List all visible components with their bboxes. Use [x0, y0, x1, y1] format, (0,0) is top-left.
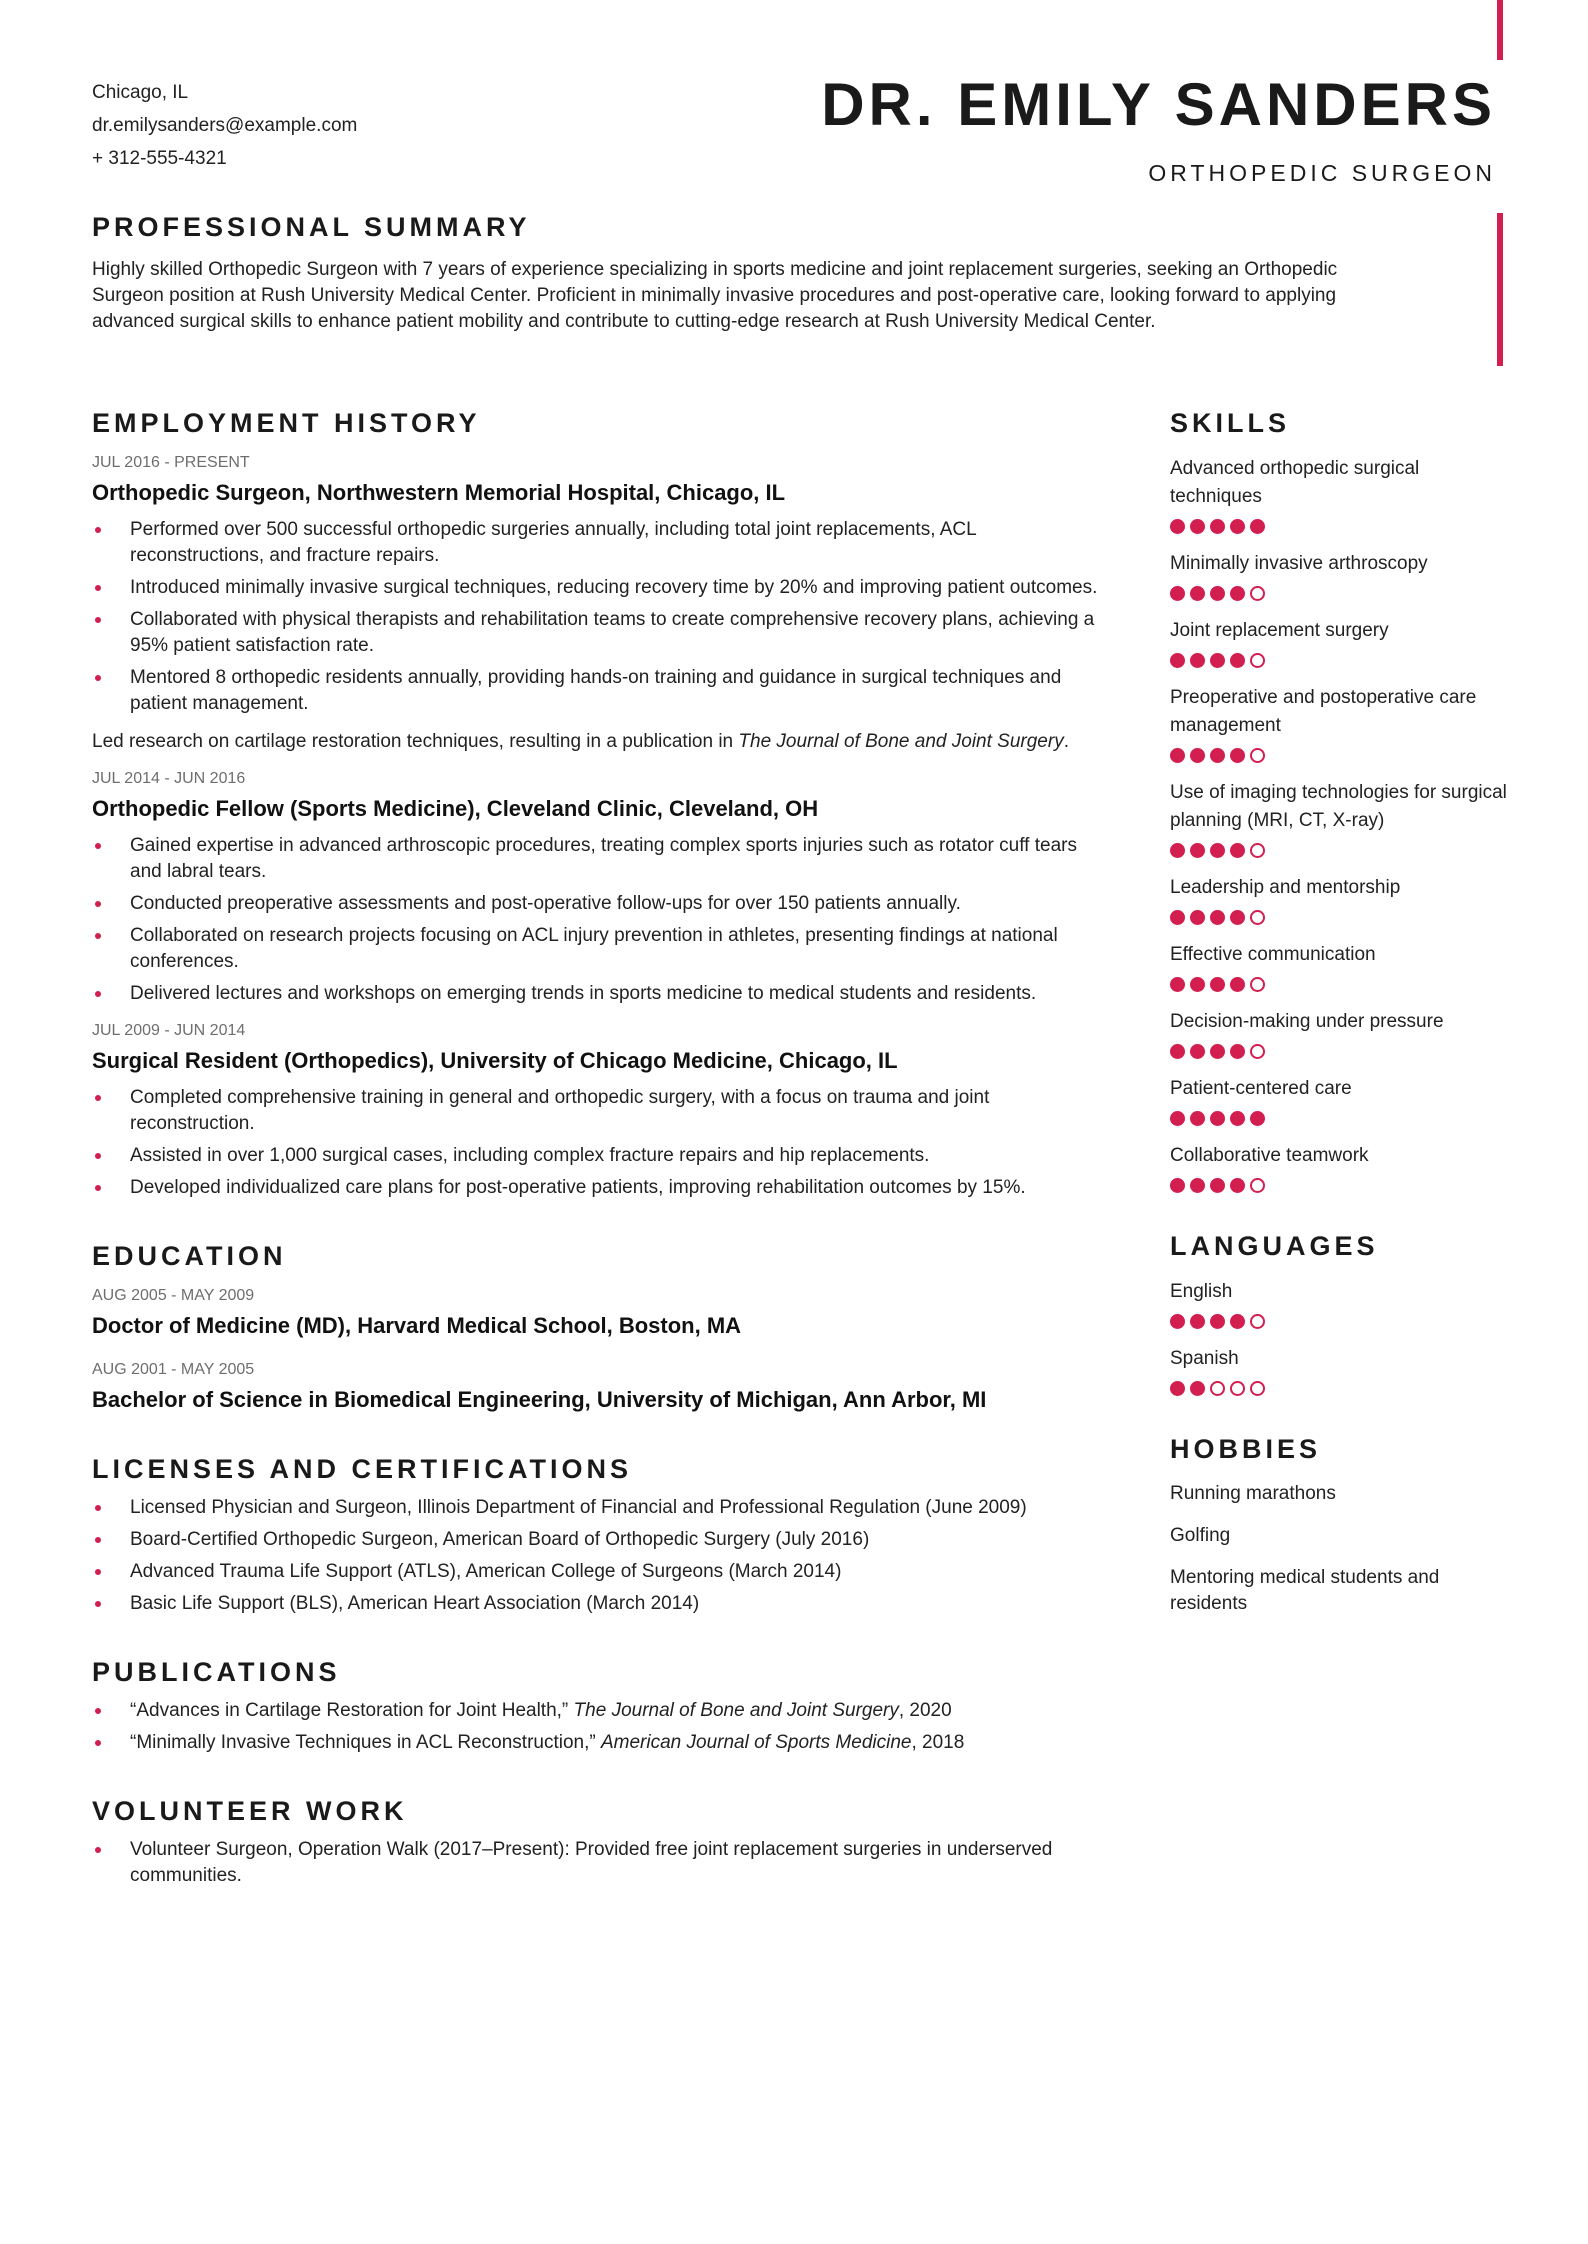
accent-bar-middle: [1497, 213, 1503, 366]
hobby-item: Mentoring medical students and residents: [1170, 1567, 1440, 1614]
rating-dot-filled: [1190, 653, 1205, 668]
rating-dot-empty: [1250, 843, 1265, 858]
rating-dot-filled: [1190, 977, 1205, 992]
rating-dot-empty: [1250, 1044, 1265, 1059]
rating-dot-filled: [1190, 748, 1205, 763]
main-column: [92, 408, 1112, 1929]
education-list: [92, 1286, 1112, 1414]
rating-dot-filled: [1190, 519, 1205, 534]
education-entry: [92, 1360, 1112, 1414]
rating-dot-filled: [1170, 519, 1185, 534]
skill-name: Leadership and mentorship: [1170, 877, 1401, 898]
skill-item: [1170, 617, 1510, 668]
rating-dot-filled: [1170, 1178, 1185, 1193]
rating-dot-filled: [1230, 1178, 1245, 1193]
rating-dot-filled: [1170, 977, 1185, 992]
job-bullet: Developed individualized care plans for post-operative patients, improving rehabilitation outcomes by 15%.: [92, 1175, 1112, 1201]
job-date: JUL 2016 - PRESENT: [92, 454, 250, 471]
rating-dot-filled: [1210, 910, 1225, 925]
rating-dot-filled: [1230, 1044, 1245, 1059]
job-bullets: [92, 517, 1112, 717]
rating-dot-filled: [1210, 1178, 1225, 1193]
rating-dots: [1170, 653, 1510, 668]
job-entry: [92, 453, 1112, 755]
rating-dot-filled: [1250, 519, 1265, 534]
rating-dot-filled: [1210, 1044, 1225, 1059]
job-entry: [92, 1021, 1112, 1201]
skill-item: [1170, 1142, 1510, 1193]
language-item: [1170, 1278, 1510, 1329]
rating-dot-filled: [1210, 1111, 1225, 1126]
rating-dot-filled: [1170, 586, 1185, 601]
skill-name: Collaborative teamwork: [1170, 1145, 1369, 1166]
education-title: Doctor of Medicine (MD), Harvard Medical School, Boston, MA: [92, 1313, 742, 1338]
summary-heading: PROFESSIONAL SUMMARY: [92, 212, 531, 242]
rating-dots: [1170, 1381, 1510, 1396]
rating-dot-empty: [1210, 1381, 1225, 1396]
employment-heading: EMPLOYMENT HISTORY: [92, 408, 481, 438]
rating-dots: [1170, 977, 1510, 992]
summary-section: [92, 212, 1412, 335]
job-note: [92, 729, 1112, 755]
job-bullet: Collaborated on research projects focusing on ACL injury prevention in athletes, presenting findings at national conferences.: [92, 923, 1112, 975]
location: Chicago, IL: [92, 82, 189, 103]
rating-dot-filled: [1190, 1314, 1205, 1329]
license-item: Basic Life Support (BLS), American Heart Association (March 2014): [92, 1591, 1112, 1617]
job-bullet: Mentored 8 orthopedic residents annually, providing hands-on training and guidance in surgical techniques and patient management.: [92, 665, 1112, 717]
rating-dot-empty: [1250, 977, 1265, 992]
hobbies-heading: HOBBIES: [1170, 1434, 1322, 1464]
rating-dot-filled: [1230, 977, 1245, 992]
licenses-heading: LICENSES AND CERTIFICATIONS: [92, 1454, 633, 1484]
job-bullet: Performed over 500 successful orthopedic surgeries annually, including total joint replacements, ACL reconstructions, and fracture repairs.: [92, 517, 1112, 569]
language-name: English: [1170, 1281, 1233, 1302]
license-item: Board-Certified Orthopedic Surgeon, American Board of Orthopedic Surgery (July 2016): [92, 1527, 1112, 1553]
education-date: AUG 2001 - MAY 2005: [92, 1361, 255, 1378]
publications-list: [92, 1698, 1112, 1756]
skill-item: [1170, 1008, 1510, 1059]
rating-dot-filled: [1170, 910, 1185, 925]
rating-dots: [1170, 586, 1510, 601]
education-title: Bachelor of Science in Biomedical Engineering, University of Michigan, Ann Arbor, MI: [92, 1387, 987, 1412]
rating-dot-filled: [1230, 653, 1245, 668]
languages-list: [1170, 1278, 1510, 1396]
publications-heading: PUBLICATIONS: [92, 1657, 341, 1687]
volunteer-section: [92, 1796, 1112, 1889]
skill-name: Minimally invasive arthroscopy: [1170, 553, 1428, 574]
rating-dot-filled: [1230, 748, 1245, 763]
rating-dot-empty: [1230, 1381, 1245, 1396]
skill-item: [1170, 550, 1510, 601]
rating-dots: [1170, 1314, 1510, 1329]
rating-dot-filled: [1190, 586, 1205, 601]
job-note-text: Led research on cartilage restoration techniques, resulting in a publication in: [92, 731, 739, 752]
education-date: AUG 2005 - MAY 2009: [92, 1287, 255, 1304]
skills-section: [1170, 408, 1510, 1193]
rating-dot-filled: [1190, 1381, 1205, 1396]
volunteer-heading: VOLUNTEER WORK: [92, 1796, 408, 1826]
contact-info: [92, 76, 357, 175]
licenses-section: [92, 1454, 1112, 1617]
summary-text: Highly skilled Orthopedic Surgeon with 7 years of experience specializing in sports medicine and joint replacement surgeries, seeking an Orthopedic Surgeon position at Rush University Medical Center. Proficient in minimally invasive procedures and post-operative care, looking forward to applying advanced surgical skills to enhance patient mobility and contribute to cutting-edge research at Rush University Medical Center.: [92, 259, 1338, 332]
job-title: Orthopedic Surgeon, Northwestern Memorial Hospital, Chicago, IL: [92, 480, 786, 505]
skill-name: Patient-centered care: [1170, 1078, 1352, 1099]
rating-dot-empty: [1250, 748, 1265, 763]
skill-item: [1170, 941, 1510, 992]
publication-year: , 2018: [911, 1732, 965, 1753]
license-item: Advanced Trauma Life Support (ATLS), American College of Surgeons (March 2014): [92, 1559, 1112, 1585]
skill-name: Advanced orthopedic surgical techniques: [1170, 458, 1420, 507]
rating-dot-filled: [1230, 519, 1245, 534]
rating-dots: [1170, 1044, 1510, 1059]
rating-dot-filled: [1170, 748, 1185, 763]
job-note-journal: The Journal of Bone and Joint Surgery: [738, 731, 1064, 752]
rating-dot-empty: [1250, 653, 1265, 668]
rating-dot-filled: [1210, 519, 1225, 534]
volunteer-item: Volunteer Surgeon, Operation Walk (2017–Present): Provided free joint replacement surgeries in underserved communities.: [92, 1837, 1112, 1889]
job-bullet: Assisted in over 1,000 surgical cases, including complex fracture repairs and hip replacements.: [92, 1143, 1112, 1169]
skill-name: Preoperative and postoperative care management: [1170, 687, 1477, 736]
publication-year: , 2020: [898, 1700, 952, 1721]
skills-heading: SKILLS: [1170, 408, 1291, 438]
skill-item: [1170, 455, 1510, 534]
rating-dot-filled: [1190, 910, 1205, 925]
publications-section: [92, 1657, 1112, 1756]
rating-dot-filled: [1190, 1178, 1205, 1193]
rating-dot-empty: [1250, 1381, 1265, 1396]
rating-dots: [1170, 1178, 1510, 1193]
rating-dots: [1170, 748, 1510, 763]
job-date: JUL 2009 - JUN 2014: [92, 1022, 246, 1039]
side-column: [1170, 408, 1510, 1655]
rating-dot-filled: [1250, 1111, 1265, 1126]
rating-dot-filled: [1210, 653, 1225, 668]
job-bullets: [92, 833, 1112, 1007]
rating-dot-filled: [1210, 748, 1225, 763]
publication-journal: American Journal of Sports Medicine: [600, 1732, 912, 1753]
skill-item: [1170, 684, 1510, 763]
rating-dot-empty: [1250, 1314, 1265, 1329]
rating-dot-filled: [1230, 1111, 1245, 1126]
skill-item: [1170, 779, 1510, 858]
hobbies-list: [1170, 1481, 1510, 1617]
rating-dot-filled: [1210, 977, 1225, 992]
accent-bar-top: [1497, 0, 1503, 60]
job-bullet: Introduced minimally invasive surgical techniques, reducing recovery time by 20% and improving patient outcomes.: [92, 575, 1112, 601]
licenses-list: [92, 1495, 1112, 1617]
skill-name: Decision-making under pressure: [1170, 1011, 1444, 1032]
rating-dots: [1170, 519, 1510, 534]
rating-dot-filled: [1210, 1314, 1225, 1329]
rating-dot-filled: [1170, 653, 1185, 668]
rating-dot-filled: [1170, 1314, 1185, 1329]
hobby-item: Running marathons: [1170, 1483, 1336, 1504]
job-bullet: Conducted preoperative assessments and post-operative follow-ups for over 150 patients annually.: [92, 891, 1112, 917]
skill-name: Effective communication: [1170, 944, 1376, 965]
rating-dot-filled: [1170, 843, 1185, 858]
job-note-end: .: [1063, 731, 1069, 752]
email[interactable]: dr.emilysanders@example.com: [92, 115, 358, 136]
skill-item: [1170, 1075, 1510, 1126]
rating-dot-filled: [1230, 586, 1245, 601]
rating-dot-filled: [1210, 843, 1225, 858]
publication-item: [92, 1698, 1112, 1724]
rating-dot-filled: [1210, 586, 1225, 601]
hobbies-section: [1170, 1434, 1510, 1617]
phone[interactable]: + 312-555-4321: [92, 148, 227, 169]
language-item: [1170, 1345, 1510, 1396]
skills-list: [1170, 455, 1510, 1193]
rating-dot-empty: [1250, 910, 1265, 925]
job-bullet: Gained expertise in advanced arthroscopic procedures, treating complex sports injuries such as rotator cuff tears and labral tears.: [92, 833, 1112, 885]
rating-dot-filled: [1170, 1044, 1185, 1059]
languages-section: [1170, 1231, 1510, 1396]
candidate-name: DR. EMILY SANDERS: [821, 71, 1496, 138]
job-bullet: Collaborated with physical therapists and rehabilitation teams to create comprehensive recovery plans, achieving a 95% patient satisfaction rate.: [92, 607, 1112, 659]
publication-title: “Minimally Invasive Techniques in ACL Reconstruction,”: [130, 1732, 601, 1753]
skill-item: [1170, 874, 1510, 925]
job-bullets: [92, 1085, 1112, 1201]
employment-section: [92, 408, 1112, 1201]
job-list: [92, 453, 1112, 1201]
rating-dot-filled: [1230, 843, 1245, 858]
job-title: Orthopedic Fellow (Sports Medicine), Cleveland Clinic, Cleveland, OH: [92, 796, 819, 821]
volunteer-list: [92, 1837, 1112, 1889]
skill-name: Use of imaging technologies for surgical planning (MRI, CT, X-ray): [1170, 782, 1507, 831]
rating-dot-filled: [1190, 1111, 1205, 1126]
job-date: JUL 2014 - JUN 2016: [92, 770, 246, 787]
education-section: [92, 1241, 1112, 1414]
rating-dot-filled: [1170, 1111, 1185, 1126]
skill-name: Joint replacement surgery: [1170, 620, 1389, 641]
rating-dot-empty: [1250, 1178, 1265, 1193]
languages-heading: LANGUAGES: [1170, 1231, 1379, 1261]
publication-title: “Advances in Cartilage Restoration for Joint Health,”: [130, 1700, 574, 1721]
job-title: Surgical Resident (Orthopedics), University of Chicago Medicine, Chicago, IL: [92, 1048, 898, 1073]
education-heading: EDUCATION: [92, 1241, 287, 1271]
candidate-title: ORTHOPEDIC SURGEON: [1148, 160, 1496, 186]
language-name: Spanish: [1170, 1348, 1239, 1369]
job-bullet: Completed comprehensive training in general and orthopedic surgery, with a focus on trauma and joint reconstruction.: [92, 1085, 1112, 1137]
rating-dot-filled: [1170, 1381, 1185, 1396]
hobby-item: Golfing: [1170, 1525, 1231, 1546]
rating-dot-filled: [1190, 843, 1205, 858]
rating-dot-filled: [1230, 910, 1245, 925]
rating-dot-empty: [1250, 586, 1265, 601]
publication-journal: The Journal of Bone and Joint Surgery: [573, 1700, 899, 1721]
rating-dots: [1170, 843, 1510, 858]
job-entry: [92, 769, 1112, 1007]
rating-dots: [1170, 910, 1510, 925]
license-item: Licensed Physician and Surgeon, Illinois Department of Financial and Professional Regulation (June 2009): [92, 1495, 1112, 1521]
rating-dot-filled: [1190, 1044, 1205, 1059]
job-bullet: Delivered lectures and workshops on emerging trends in sports medicine to medical students and residents.: [92, 981, 1112, 1007]
publication-item: [92, 1730, 1112, 1756]
education-entry: [92, 1286, 1112, 1340]
rating-dot-filled: [1230, 1314, 1245, 1329]
rating-dots: [1170, 1111, 1510, 1126]
